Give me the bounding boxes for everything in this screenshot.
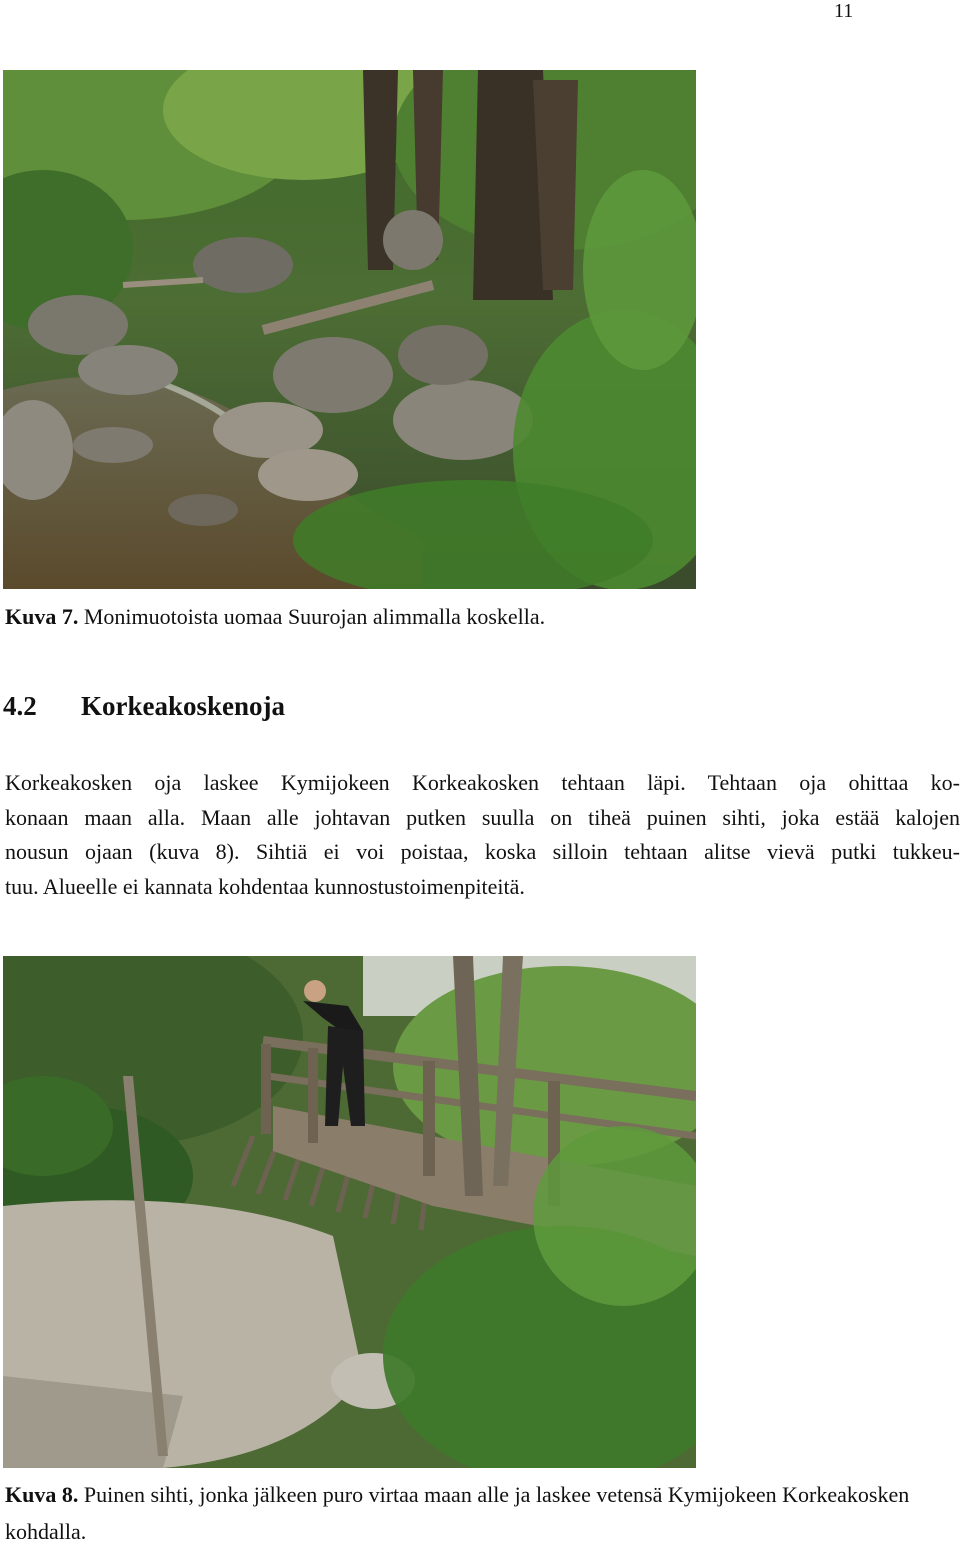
paragraph-line: nousun ojaan (kuva 8). Sihtiä ei voi poistaa, koska silloin tehtaan alitse vievä putki tukkeu- bbox=[5, 839, 960, 864]
wooden-screen-photo bbox=[3, 956, 696, 1468]
figure-7-text: Monimuotoista uomaa Suurojan alimmalla koskella. bbox=[78, 604, 546, 629]
figure-7-caption bbox=[5, 598, 955, 635]
paragraph-line: tuu. Alueelle ei kannata kohdentaa kunnostustoimenpiteitä. bbox=[5, 873, 525, 899]
figure-7-label: Kuva 7. bbox=[5, 604, 79, 629]
wooden-screen-photo-illustration bbox=[3, 956, 696, 1468]
section-paragraph bbox=[5, 766, 960, 904]
section-title: Korkeakoskenoja bbox=[81, 691, 286, 721]
section-number: 4.2 bbox=[3, 691, 37, 721]
paragraph-line: Korkeakosken oja laskee Kymijokeen Korkeakosken tehtaan läpi. Tehtaan oja ohittaa ko- bbox=[5, 770, 960, 795]
section-heading bbox=[3, 691, 285, 722]
stream-photo-illustration bbox=[3, 70, 696, 589]
figure-8-text: Puinen sihti, jonka jälkeen puro virtaa maan alle ja laskee vetensä Kymijokeen Korkeakosken kohdalla. bbox=[5, 1482, 910, 1544]
stream-photo bbox=[3, 70, 696, 589]
paragraph-line: konaan maan alla. Maan alle johtavan putken suulla on tiheä puinen sihti, joka estää kalojen bbox=[5, 804, 960, 830]
figure-8-caption bbox=[5, 1476, 955, 1550]
page-number: 11 bbox=[834, 0, 854, 22]
figure-8-label: Kuva 8. bbox=[5, 1482, 79, 1507]
